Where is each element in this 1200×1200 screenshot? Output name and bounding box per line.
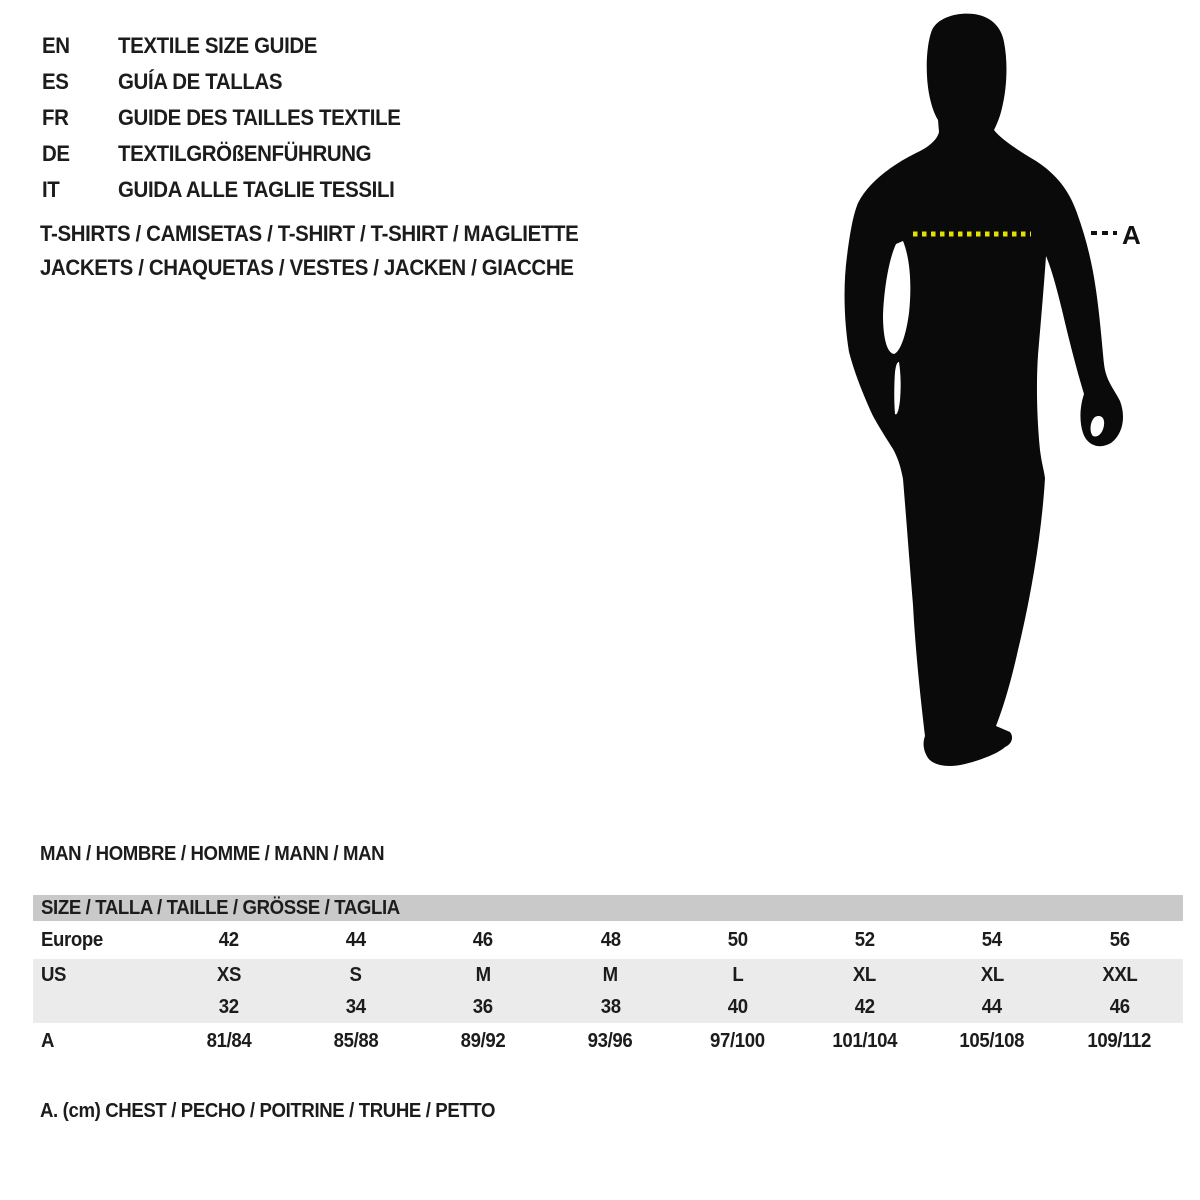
language-label: GUIDE DES TAILLES TEXTILE: [118, 105, 401, 130]
size-cell: 46: [1109, 995, 1130, 1018]
size-cell: 97/100: [710, 1029, 765, 1052]
size-table-header: SIZE / TALLA / TAILLE / GRÖSSE / TAGLIA: [33, 895, 1183, 921]
size-cell: M: [475, 963, 491, 986]
size-cell: XXL: [1101, 963, 1137, 986]
language-code: ES: [42, 69, 69, 94]
size-cell: 81/84: [206, 1029, 251, 1052]
size-cell: 38: [600, 995, 621, 1018]
size-cell: 42: [854, 995, 875, 1018]
language-label: TEXTILE SIZE GUIDE: [118, 33, 318, 58]
language-label: GUIDA ALLE TAGLIE TESSILI: [118, 177, 395, 202]
size-cell: 48: [600, 928, 621, 951]
size-cell: 101/104: [832, 1029, 898, 1052]
size-cell: 50: [727, 928, 748, 951]
size-cell: S: [349, 963, 362, 986]
size-cell: 109/112: [1087, 1029, 1152, 1052]
size-cell: 52: [854, 928, 875, 951]
language-code: DE: [42, 141, 70, 166]
size-cell: XS: [216, 963, 241, 986]
size-cell: 40: [727, 995, 748, 1018]
size-cell: 89/92: [460, 1029, 506, 1052]
size-cell: 56: [1109, 928, 1130, 951]
row-label: A: [41, 1029, 55, 1052]
size-cell: 36: [473, 995, 494, 1018]
size-cell: 54: [982, 928, 1003, 951]
size-cell: M: [602, 963, 618, 986]
table-row-europe: [33, 921, 1183, 959]
language-code: FR: [42, 105, 69, 130]
measurement-footnote: A. (cm) CHEST / PECHO / POITRINE / TRUHE / PETTO: [40, 1100, 496, 1122]
row-label: US: [41, 963, 67, 986]
product-line-tshirts: T-SHIRTS / CAMISETAS / T-SHIRT / T-SHIRT / MAGLIETTE: [40, 221, 579, 246]
language-label: TEXTILGRÖßENFÜHRUNG: [118, 141, 372, 166]
measure-label-a: A: [1122, 220, 1141, 250]
row-label: Europe: [41, 928, 103, 951]
table-row-us-numeric: [33, 991, 1183, 1023]
size-table: [33, 895, 1183, 1059]
size-cell: 93/96: [588, 1029, 633, 1052]
section-title-man: MAN / HOMBRE / HOMME / MANN / MAN: [40, 843, 385, 865]
size-cell: 105/108: [959, 1029, 1025, 1052]
product-line-jackets: JACKETS / CHAQUETAS / VESTES / JACKEN / GIACCHE: [40, 255, 574, 280]
size-cell: 85/88: [333, 1029, 379, 1052]
size-cell: 44: [982, 995, 1003, 1018]
size-cell: 34: [345, 995, 366, 1018]
size-cell: 42: [218, 928, 239, 951]
table-row-chest: [33, 1023, 1183, 1059]
man-silhouette-icon: [845, 14, 1123, 766]
language-code: IT: [42, 177, 60, 202]
size-cell: 46: [473, 928, 494, 951]
size-cell: XL: [853, 963, 877, 986]
size-cell: L: [732, 963, 744, 986]
table-row-us: [33, 959, 1183, 991]
size-cell: XL: [980, 963, 1004, 986]
size-cell: 32: [218, 995, 239, 1018]
language-code: EN: [42, 33, 70, 58]
language-label: GUÍA DE TALLAS: [118, 69, 283, 94]
size-cell: 44: [345, 928, 366, 951]
